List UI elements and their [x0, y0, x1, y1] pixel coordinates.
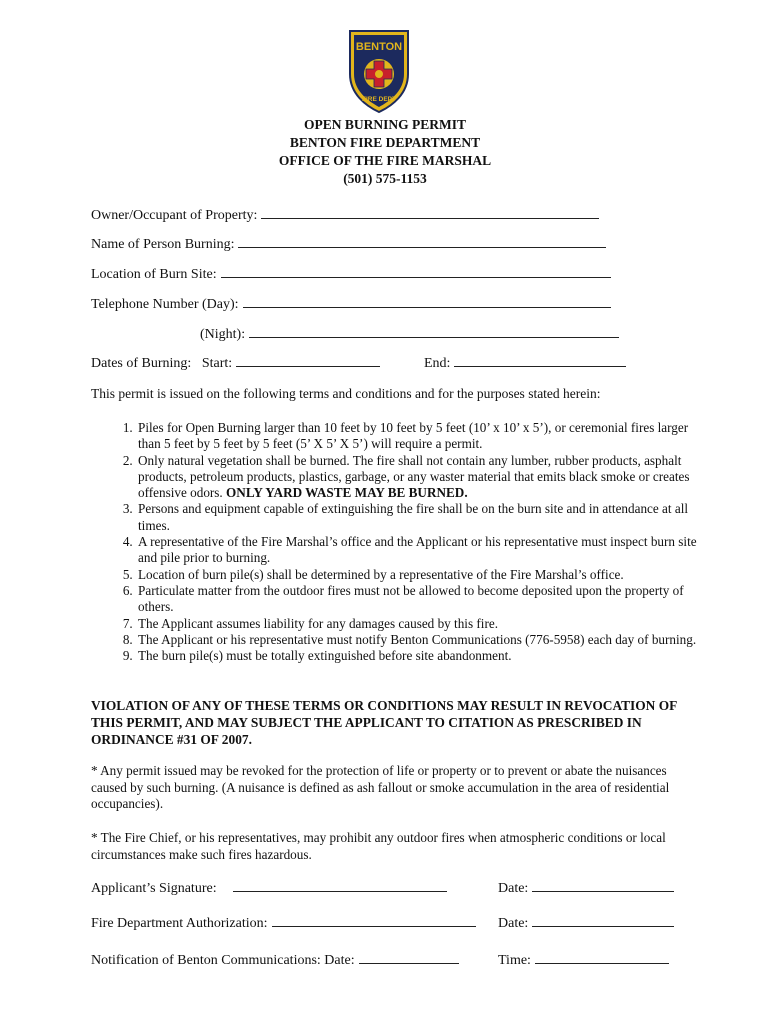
authorization-date-label: Date:: [498, 916, 529, 931]
phone-night-field: [200, 324, 619, 343]
term-item: 4. A representative of the Fire Marshal’s office and the Applicant or his representative must inspect burn site and pile prior to burning.: [136, 534, 706, 567]
applicant-date-line[interactable]: [532, 878, 674, 892]
authorization-date-field: [498, 913, 674, 932]
fire-chief-note: * The Fire Chief, or his representatives, may prohibit any outdoor fires when atmospheric conditions or local circumstances make such fires hazardous.: [91, 830, 666, 862]
applicant-signature-line[interactable]: [233, 878, 447, 892]
applicant-signature-label: Applicant’s Signature:: [91, 881, 217, 896]
applicant-date-label: Date:: [498, 881, 529, 896]
logo-top-text: BENTON: [355, 41, 403, 53]
owner-field: [91, 205, 599, 224]
notification-date-label: Notification of Benton Communications: Date:: [91, 953, 355, 968]
term-item: 7. The Applicant assumes liability for any damages caused by this fire.: [136, 616, 706, 632]
person-field: [91, 234, 606, 253]
start-date-input-line[interactable]: [236, 353, 380, 367]
terms-intro: This permit is issued on the following terms and conditions and for the purposes stated herein:: [91, 386, 601, 401]
authorization-label: Fire Department Authorization:: [91, 916, 268, 931]
location-input-line[interactable]: [221, 264, 611, 278]
location-label: Location of Burn Site:: [91, 267, 217, 282]
notification-time-label: Time:: [498, 953, 531, 968]
phone-day-label: Telephone Number (Day):: [91, 297, 239, 312]
term-item: 1. Piles for Open Burning larger than 10 feet by 10 feet by 5 feet (10’ x 10’ x 5’), or ceremonial fires larger than 5 feet by 5 feet by 5 feet (5’ X 5’ X 5’) will require a permit.: [136, 420, 706, 453]
authorization-field: [91, 913, 476, 932]
term-bold-note: ONLY YARD WASTE MAY BE BURNED.: [226, 485, 468, 501]
end-date-field: [424, 353, 626, 372]
phone-night-label: (Night):: [200, 327, 246, 342]
location-field: [91, 264, 611, 283]
authorization-date-line[interactable]: [532, 913, 674, 927]
end-date-label: End:: [424, 356, 451, 371]
owner-input-line[interactable]: [261, 205, 599, 219]
notification-date-line[interactable]: [359, 950, 459, 964]
header-office: OFFICE OF THE FIRE MARSHAL: [278, 153, 492, 168]
term-item: 6. Particulate matter from the outdoor fires must not be allowed to become deposited upon the property of others.: [136, 583, 706, 616]
end-date-input-line[interactable]: [454, 353, 626, 367]
notification-field: [91, 950, 459, 969]
term-item: 3. Persons and equipment capable of extinguishing the fire shall be on the burn site and in attendance at all times.: [136, 501, 706, 534]
document-header: [0, 116, 770, 188]
header-title: OPEN BURNING PERMIT: [303, 117, 466, 132]
term-item: 5. Location of burn pile(s) shall be determined by a representative of the Fire Marshal’s office.: [136, 567, 706, 583]
header-department: BENTON FIRE DEPARTMENT: [289, 135, 481, 150]
notification-time-field: [498, 950, 669, 969]
phone-day-field: [91, 294, 611, 313]
applicant-signature-field: [91, 878, 447, 897]
terms-list: [113, 420, 706, 664]
notification-time-line[interactable]: [535, 950, 669, 964]
phone-day-input-line[interactable]: [243, 294, 611, 308]
term-item: [136, 453, 706, 502]
person-label: Name of Person Burning:: [91, 237, 235, 252]
violation-warning: VIOLATION OF ANY OF THESE TERMS OR CONDITIONS MAY RESULT IN REVOCATION OF THIS PERMIT, AND MAY SUBJECT THE APPLICANT TO CITATION AS PRESCRIBED IN ORDINANCE #31 OF 2007.: [91, 698, 677, 747]
authorization-line[interactable]: [272, 913, 476, 927]
term-item: 8. The Applicant or his representative must notify Benton Communications (776-5958) each day of burning.: [136, 632, 706, 648]
benton-fire-dept-logo: [346, 28, 412, 114]
header-phone: (501) 575-1153: [343, 171, 427, 186]
phone-night-input-line[interactable]: [249, 324, 619, 338]
revocation-note: * Any permit issued may be revoked for the protection of life or property or to prevent or abate the nuisances caused by such burning. (A nuisance is defined as ash fallout or smoke accumulation in the area of residential occupancies).: [91, 763, 670, 811]
term-text: Only natural vegetation shall be burned. The fire shall not contain any lumber, rubber products, asphalt products, petroleum products, plastics, garbage, or any waster material that emits black smoke or creates offensive odors.: [138, 452, 690, 501]
owner-label: Owner/Occupant of Property:: [91, 208, 258, 223]
dates-label: Dates of Burning: Start:: [91, 356, 233, 371]
applicant-date-field: [498, 878, 674, 897]
start-date-field: [91, 353, 380, 372]
person-input-line[interactable]: [238, 234, 606, 248]
term-item: 9. The burn pile(s) must be totally extinguished before site abandonment.: [136, 648, 706, 664]
logo-bottom-text: FIRE DEPT: [362, 96, 396, 103]
